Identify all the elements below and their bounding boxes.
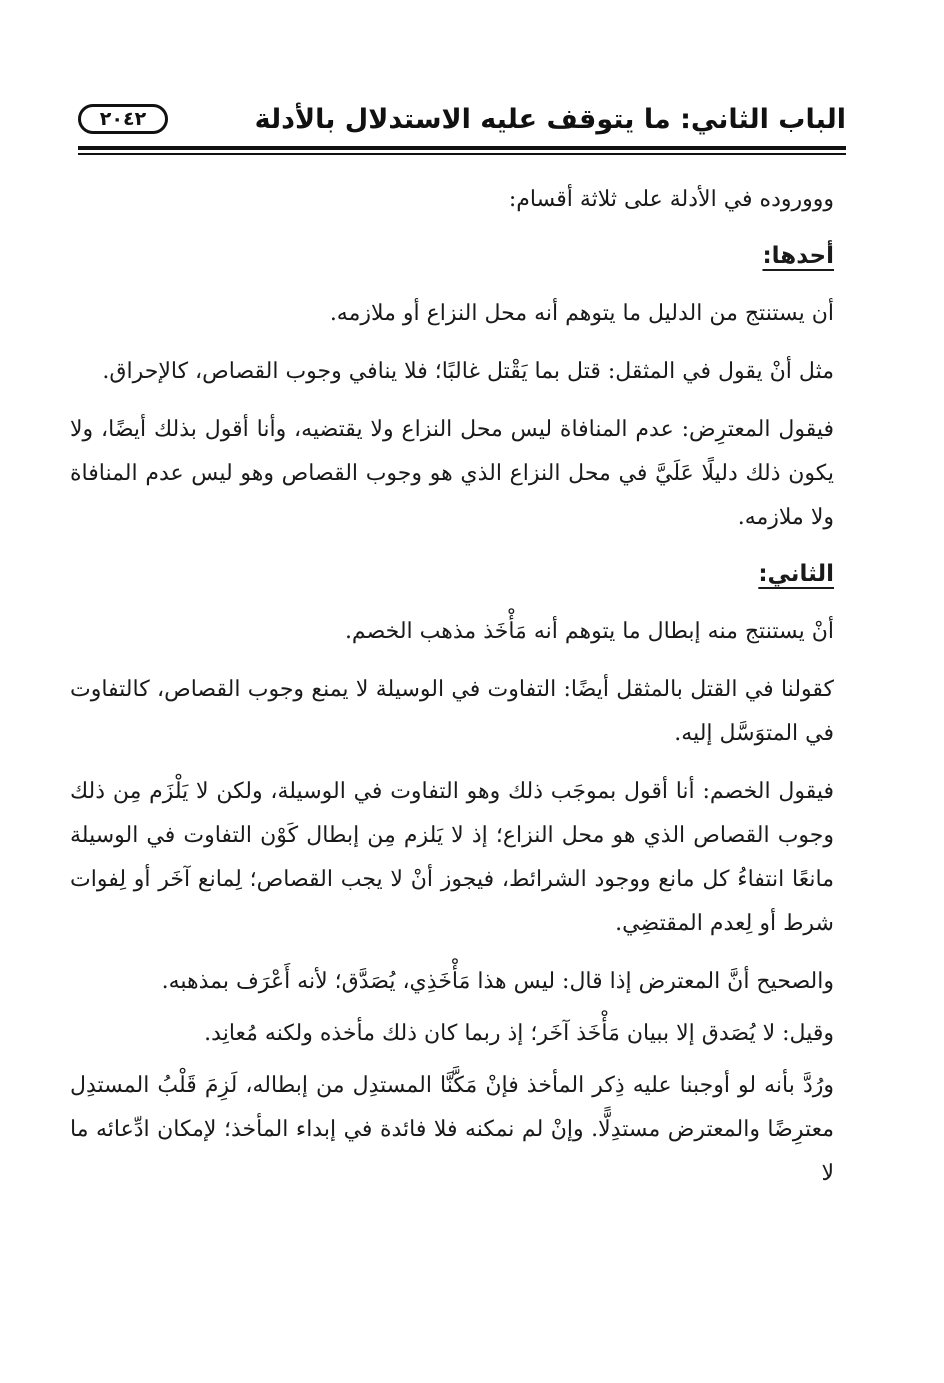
page-header — [78, 100, 846, 144]
header-rule-thin — [78, 153, 846, 155]
page-number-badge: ٢٠٤٢ — [78, 104, 168, 134]
intro-paragraph: وووروده في الأدلة على ثلاثة أقسام: — [508, 187, 834, 212]
section2-paragraph-5: وقيل: لا يُصَدق إلا ببيان مَأْخَذ آخَر؛ إذ ربما كان ذلك مأخذه ولكنه مُعانِد. — [204, 1021, 834, 1046]
section2-paragraph-6: ورُدَّ بأنه لو أوجبنا عليه ذِكر المأخذ فإنْ مَكَّنَّا المستدِل من إبطاله، لَزِمَ قَلْبُ المستدِل معترِضًا والمعترض مستدِلًّا. وإنْ لم نمكنه فلا فائدة في إبداء المأخذ؛ لإمكان ادِّعائه ما لا — [70, 1073, 834, 1186]
section2-heading: الثاني: — [758, 561, 834, 587]
header-rule-thick — [78, 146, 846, 150]
section2-paragraph-4: والصحيح أنَّ المعترض إذا قال: ليس هذا مَأْخَذِي، يُصَدَّق؛ لأنه أَعْرَف بمذهبه. — [161, 969, 834, 994]
section1-paragraph-1: أن يستنتج من الدليل ما يتوهم أنه محل النزاع أو ملازمه. — [329, 301, 834, 326]
section1-heading: أحدها: — [762, 243, 834, 269]
page-body — [70, 178, 834, 1210]
section2-paragraph-3: فيقول الخصم: أنا أقول بموجَب ذلك وهو التفاوت في الوسيلة، ولكن لا يَلْزَم مِن ذلك وجوب القصاص الذي هو محل النزاع؛ إذ لا يَلزم مِن إبطال كَوْن التفاوت في الوسيلة مانعًا انتفاءُ كل مانع ووجود الشرائط، فيجوز أنْ لا يجب القصاص؛ لِمانع آخَر أو لِفوات شرط أو لِعدم المقتضِي. — [70, 779, 834, 936]
chapter-title: الباب الثاني: ما يتوقف عليه الاستدلال بالأدلة — [254, 104, 846, 135]
section1-paragraph-3: فيقول المعترِض: عدم المنافاة ليس محل النزاع ولا يقتضيه، وأنا أقول بذلك أيضًا، ولا يكون ذلك دليلًا عَلَيَّ في محل النزاع الذي هو وجوب القصاص وهو ليس عدم المنافاة ولا ملازمه. — [70, 417, 834, 530]
section1-paragraph-2: مثل أنْ يقول في المثقل: قتل بما يَقْتل غالبًا؛ فلا ينافي وجوب القصاص، كالإحراق. — [102, 359, 834, 384]
section2-paragraph-1: أنْ يستنتج منه إبطال ما يتوهم أنه مَأْخَذ مذهب الخصم. — [344, 619, 834, 644]
section2-paragraph-2: كقولنا في القتل بالمثقل أيضًا: التفاوت في الوسيلة لا يمنع وجوب القصاص، كالتفاوت في المتوَسَّل إليه. — [70, 677, 834, 746]
